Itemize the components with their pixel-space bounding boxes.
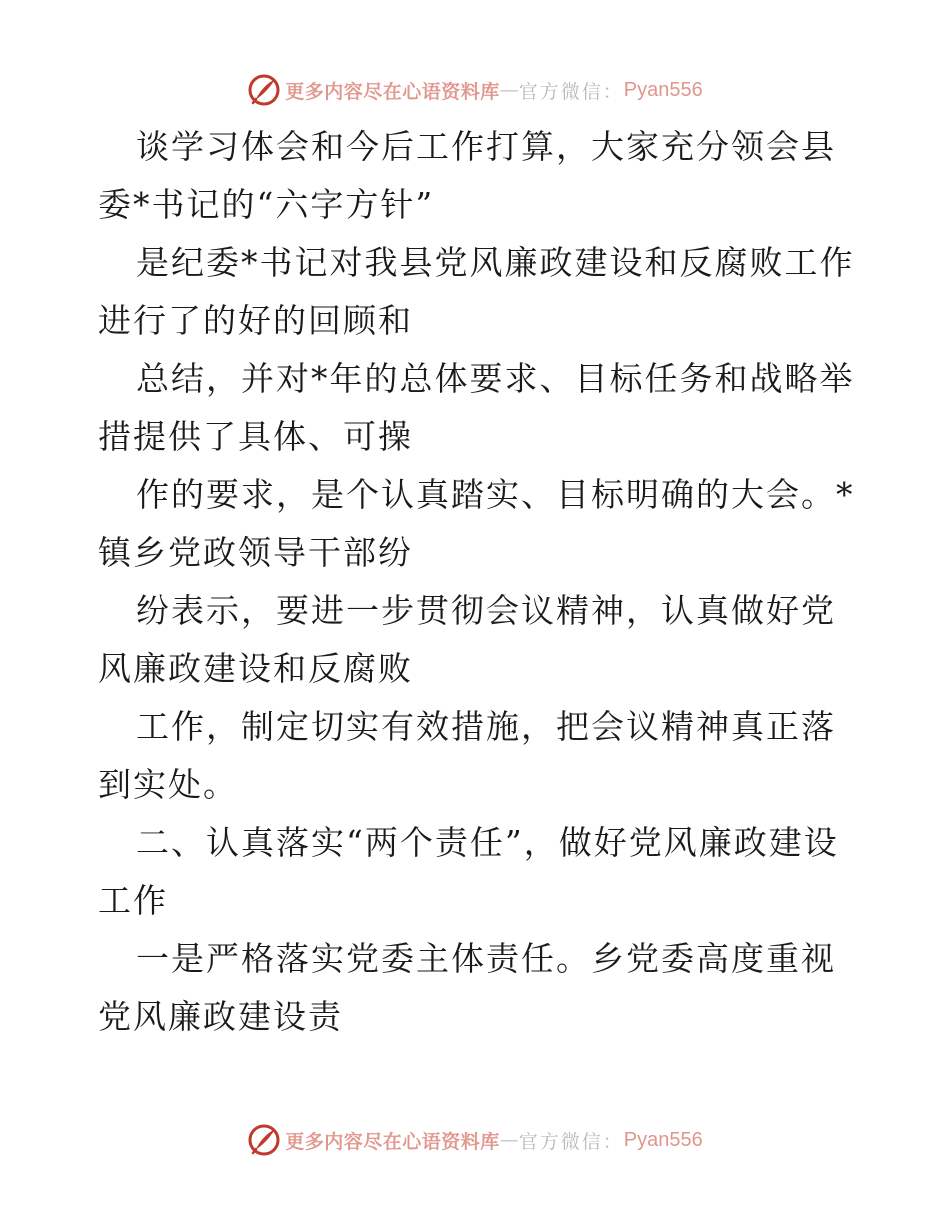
quill-logo-icon	[247, 1123, 281, 1157]
footer-wechat-handle: Pyan556	[623, 1128, 703, 1151]
paragraph: 一是严格落实党委主体责任。乡党委高度重视党风廉政建设责	[98, 939, 836, 1036]
header-banner	[0, 70, 950, 110]
paragraph: 总结，并对*年的总体要求、目标任务和战略举措提供了具体、可操	[98, 359, 855, 456]
paragraph: 作的要求，是个认真踏实、目标明确的大会。*镇乡党政领导干部纷	[98, 475, 855, 572]
document-body	[98, 118, 858, 1046]
paragraph: 工作，制定切实有效措施，把会议精神真正落到实处。	[98, 707, 836, 804]
footer-banner	[0, 1120, 950, 1160]
paragraph: 是纪委*书记对我县党风廉政建设和反腐败工作进行了的好的回顾和	[98, 243, 855, 340]
header-dash: —	[499, 79, 519, 101]
paragraph: 谈学习体会和今后工作打算，大家充分领会县委*书记的“六字方针”	[98, 127, 836, 224]
header-wechat-label: 官方微信：	[518, 80, 624, 103]
quill-logo-icon	[247, 73, 281, 107]
header-slogan: 更多内容尽在心语资料库	[285, 80, 500, 103]
footer-dash: —	[499, 1129, 519, 1151]
header-wechat-handle: Pyan556	[623, 78, 703, 101]
footer-wechat-label: 官方微信：	[518, 1130, 624, 1153]
section-heading: 二、认真落实“两个责任”，做好党风廉政建设工作	[98, 823, 839, 920]
footer-slogan: 更多内容尽在心语资料库	[285, 1130, 500, 1153]
paragraph: 纷表示，要进一步贯彻会议精神，认真做好党风廉政建设和反腐败	[98, 591, 836, 688]
